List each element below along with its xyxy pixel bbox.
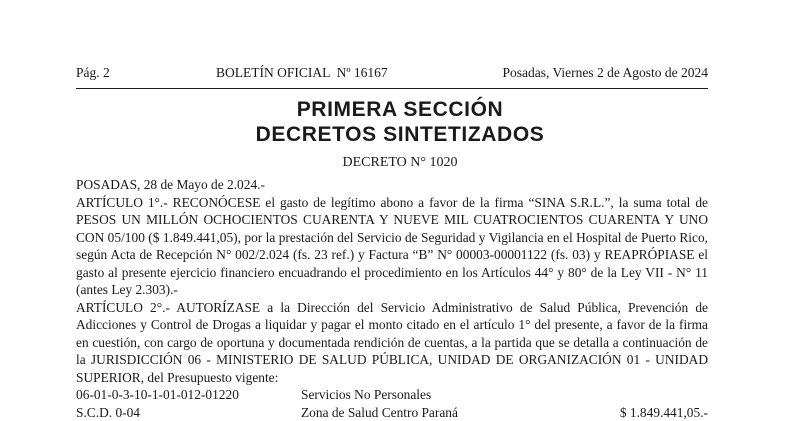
page-number: Pág. 2 bbox=[76, 64, 110, 82]
section-subtitle: DECRETOS SINTETIZADOS bbox=[0, 122, 800, 148]
article-2: ARTÍCULO 2°.- AUTORÍZASE a la Dirección del Servicio Administrativo de Salud Pública, Prevención de Adicciones y Control de Drogas a liquidar y pagar el monto citado en el artículo 1° del presente, a favor de la firma en cuestión, con cargo de oportuna y documentada rendición de cuentas, a la partida que se detalla a continuación de la JURISDICCIÓN 06 - MINISTERIO DE SALUD PÚBLICA, UNIDAD DE ORGANIZACIÓN 01 - UNIDAD SUPERIOR, del Presupuesto vigente: bbox=[76, 299, 708, 387]
budget-amount: $ 1.849.441,05.- bbox=[620, 404, 708, 421]
budget-code: S.C.D. 0-04 bbox=[76, 404, 140, 421]
section-title: PRIMERA SECCIÓN bbox=[0, 97, 800, 123]
decree-number: DECRETO N° 1020 bbox=[0, 154, 800, 172]
decree-place-date: POSADAS, 28 de Mayo de 2.024.- bbox=[76, 176, 708, 194]
header-divider bbox=[76, 88, 708, 89]
budget-row bbox=[76, 404, 708, 421]
page-header bbox=[76, 64, 708, 82]
budget-description: Zona de Salud Centro Paraná bbox=[301, 404, 458, 421]
budget-description: Servicios No Personales bbox=[301, 386, 431, 404]
article-1: ARTÍCULO 1°.- RECONÓCESE el gasto de legítimo abono a favor de la firma “SINA S.R.L.”, la suma total de PESOS UN MILLÓN OCHOCIENTOS CUARENTA Y NUEVE MIL CUATROCIENTOS CUARENTA Y UNO CON 05/100 ($ 1.849.441,05), por la prestación del Servicio de Seguridad y Vigilancia en el Hospital de Puerto Rico, según Acta de Recepción N° 002/2.024 (fs. 23 ref.) y Factura “B” N° 00003-00001122 (fs. 03) y REAPRÓPIASE el gasto al presente ejercicio financiero encuadrando el procedimiento en los Artículos 44° y 80° de la Ley VII - N° 11 (antes Ley 2.303).- bbox=[76, 194, 708, 299]
budget-code: 06-01-0-3-10-1-01-012-01220 bbox=[76, 386, 239, 404]
decree-body bbox=[76, 176, 708, 421]
bulletin-number: BOLETÍN OFICIAL Nº 16167 bbox=[216, 64, 388, 82]
budget-row bbox=[76, 386, 708, 404]
publication-date: Posadas, Viernes 2 de Agosto de 2024 bbox=[502, 64, 708, 82]
